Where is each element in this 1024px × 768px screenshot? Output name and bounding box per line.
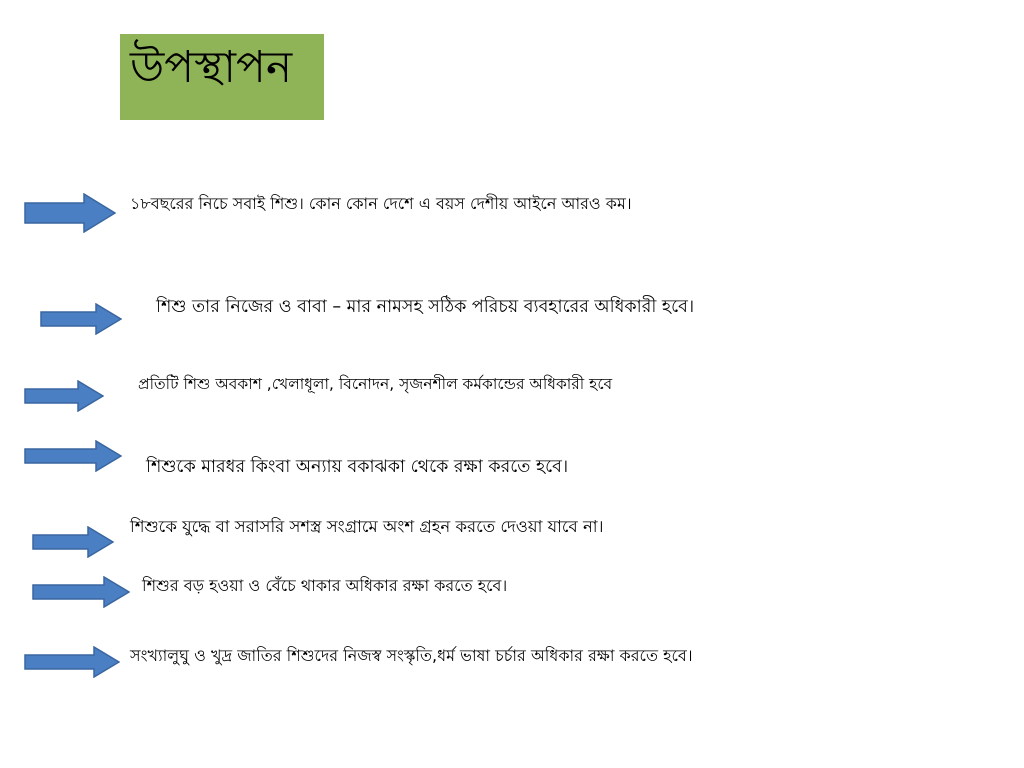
right-arrow-icon (24, 193, 116, 233)
right-arrow-icon (32, 526, 114, 558)
slide-title: উপস্থাপন (130, 42, 293, 93)
list-item-text: সংখ্যালুঘু ও খুদ্র জাতির শিশুদের নিজস্ব সংস্কৃতি,ধর্ম ভাষা চর্চার অধিকার রক্ষা করতে হবে। (130, 646, 693, 665)
list-item-text: শিশুর বড় হওয়া ও বেঁচে থাকার অধিকার রক্ষা করতে হবে। (142, 576, 508, 595)
list-item-text: শিশুকে মারধর কিংবা অন্যায় বকাঝকা থেকে রক্ষা করতে হবে। (146, 457, 569, 477)
list-item-text: প্রতিটি শিশু অবকাশ ,খেলাধূলা, বিনোদন, সৃজনশীল কর্মকান্ডের অধিকারী হবে (138, 375, 613, 393)
list-item-text: ১৮বছরের নিচে সবাই শিশু। কোন কোন দেশে এ বয়স দেশীয় আইনে আরও কম। (130, 194, 632, 213)
right-arrow-icon (32, 576, 130, 608)
list-item-text: শিশুকে যুদ্ধে বা সরাসরি সশস্ত্র সংগ্রামে অংশ গ্রহন করতে দেওয়া যাবে না। (130, 517, 604, 536)
right-arrow-icon (24, 646, 120, 678)
list-item-text: শিশু তার নিজের ও বাবা – মার নামসহ সঠিক পরিচয় ব্যবহারের অধিকারী হবে। (156, 297, 695, 317)
right-arrow-icon (24, 380, 104, 412)
right-arrow-icon (40, 303, 122, 335)
right-arrow-icon (24, 440, 122, 472)
